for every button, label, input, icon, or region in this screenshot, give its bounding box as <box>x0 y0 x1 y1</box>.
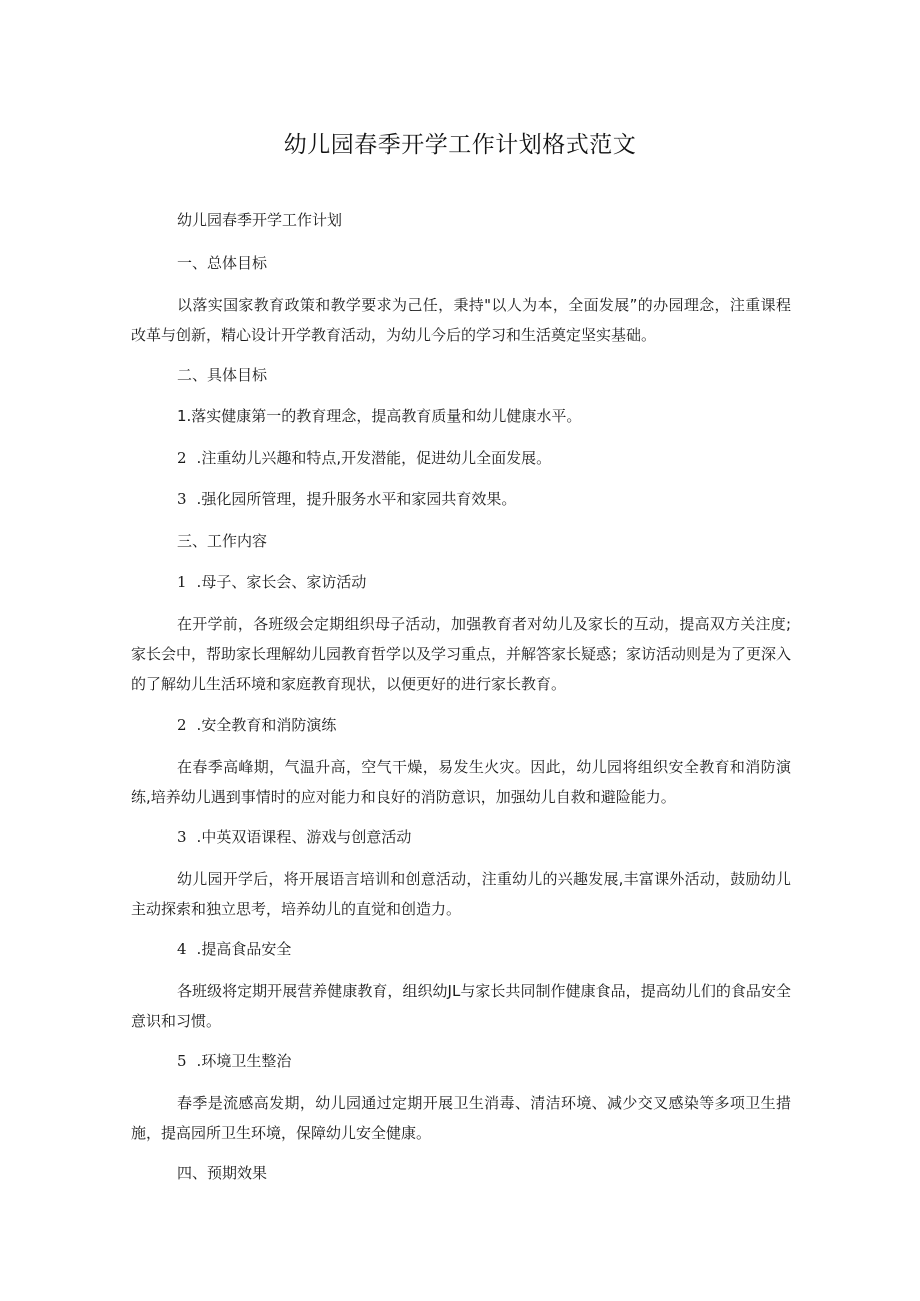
work-item-2-paragraph: 在春季高峰期，气温升高，空气干燥，易发生火灾。因此，幼儿园将组织安全教育和消防演练,培养幼儿遇到事情时的应对能力和良好的消防意识，加强幼儿自救和避险能力。 <box>131 758 791 806</box>
item-text: .强化园所管理，提升服务水平和家园共育效果。 <box>196 490 517 508</box>
work-item-2-title <box>177 716 336 735</box>
item-number: 3 <box>177 828 187 846</box>
section-heading-work-content: 三、工作内容 <box>177 532 268 550</box>
item-number: 5 <box>177 1052 187 1070</box>
item-text: .中英双语课程、游戏与创意活动 <box>196 828 412 846</box>
item-number: 2 <box>177 716 187 734</box>
specific-goal-item-1: 1.落实健康第一的教育理念，提高教育质量和幼儿健康水平。 <box>177 407 582 425</box>
item-text: .母子、家长会、家访活动 <box>196 573 367 591</box>
item-number: 3 <box>177 490 187 508</box>
item-text: .注重幼儿兴趣和特点,开发潜能，促进幼儿全面发展。 <box>196 449 552 467</box>
page-title: 幼儿园春季开学工作计划格式范文 <box>283 132 637 158</box>
section-heading-specific-goals: 二、具体目标 <box>177 366 268 384</box>
section-heading-overall-goals: 一、总体目标 <box>177 254 268 272</box>
item-number: 2 <box>177 449 187 467</box>
work-item-4-paragraph: 各班级将定期开展营养健康教育，组织幼JL与家长共同制作健康食品，提高幼儿们的食品安全意识和习惯。 <box>131 982 791 1030</box>
item-text: .环境卫生整治 <box>196 1052 292 1070</box>
work-item-3-paragraph: 幼儿园开学后，将开展语言培训和创意活动，注重幼儿的兴趣发展,丰富课外活动，鼓励幼儿主动探索和独立思考，培养幼儿的直觉和创造力。 <box>131 870 791 918</box>
item-text: .提高食品安全 <box>196 940 292 958</box>
document-subtitle: 幼儿园春季开学工作计划 <box>177 211 343 229</box>
specific-goal-item-3 <box>177 490 516 509</box>
work-item-5-paragraph: 春季是流感高发期，幼儿园通过定期开展卫生消毒、清洁环境、减少交叉感染等多项卫生措施，提高园所卫生环境，保障幼儿安全健康。 <box>131 1094 791 1142</box>
overall-goals-paragraph: 以落实国家教育政策和教学要求为己任，秉持"以人为本，全面发展”的办园理念，注重课程改革与创新，精心设计开学教育活动，为幼儿今后的学习和生活奠定坚实基础。 <box>131 296 791 344</box>
work-item-1-paragraph: 在开学前，各班级会定期组织母子活动，加强教育者对幼儿及家长的互动，提高双方关注度;家长会中，帮助家长理解幼儿园教育哲学以及学习重点，并解答家长疑惑；家访活动则是为了更深入的了解幼儿生活环境和家庭教育现状，以便更好的进行家长教育。 <box>131 615 792 693</box>
work-item-4-title <box>177 940 291 959</box>
work-item-1-title <box>177 573 366 592</box>
item-text: .安全教育和消防演练 <box>196 716 337 734</box>
item-number: 4 <box>177 940 187 958</box>
section-heading-expected-results: 四、预期效果 <box>177 1164 268 1182</box>
item-number: 1 <box>177 573 187 591</box>
specific-goal-item-2 <box>177 449 551 468</box>
work-item-3-title <box>177 828 411 847</box>
work-item-5-title <box>177 1052 291 1071</box>
